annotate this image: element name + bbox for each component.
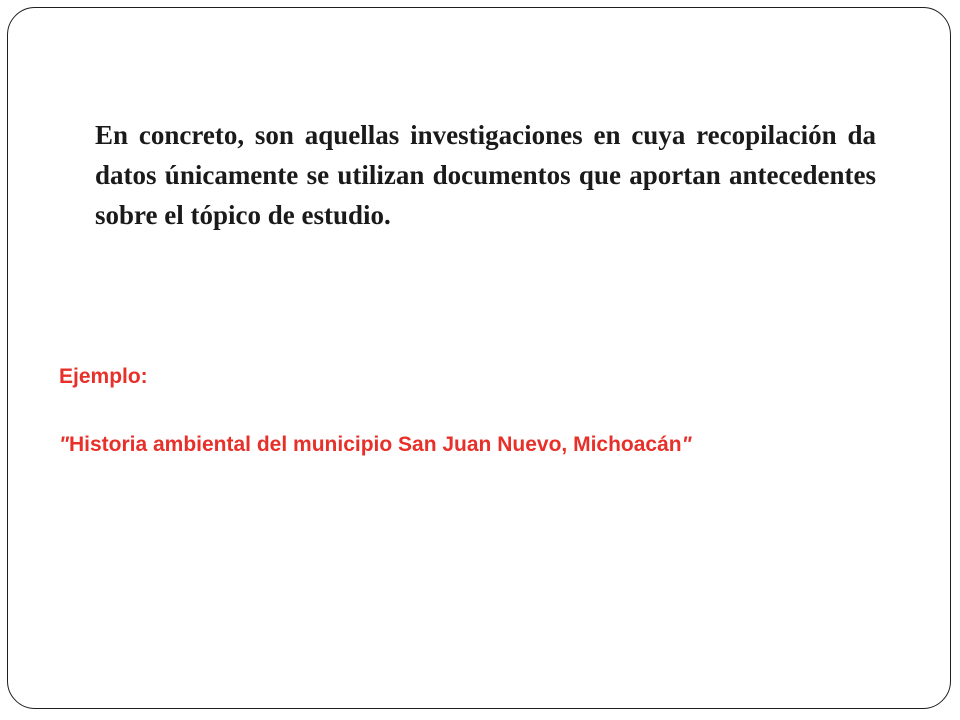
open-quote: " (59, 433, 69, 456)
example-title (59, 430, 692, 460)
example-label: Ejemplo: (59, 365, 148, 388)
definition-paragraph: En concreto, son aquellas investigaciones en cuya recopilación da datos únicamente se utilizan documentos que aportan antecedentes sobre el tópico de estudio. (95, 120, 876, 230)
example-title-text: Historia ambiental del municipio San Juan Nuevo, Michoacán (68, 433, 682, 456)
close-quote: " (681, 433, 692, 456)
slide-frame (7, 7, 951, 709)
